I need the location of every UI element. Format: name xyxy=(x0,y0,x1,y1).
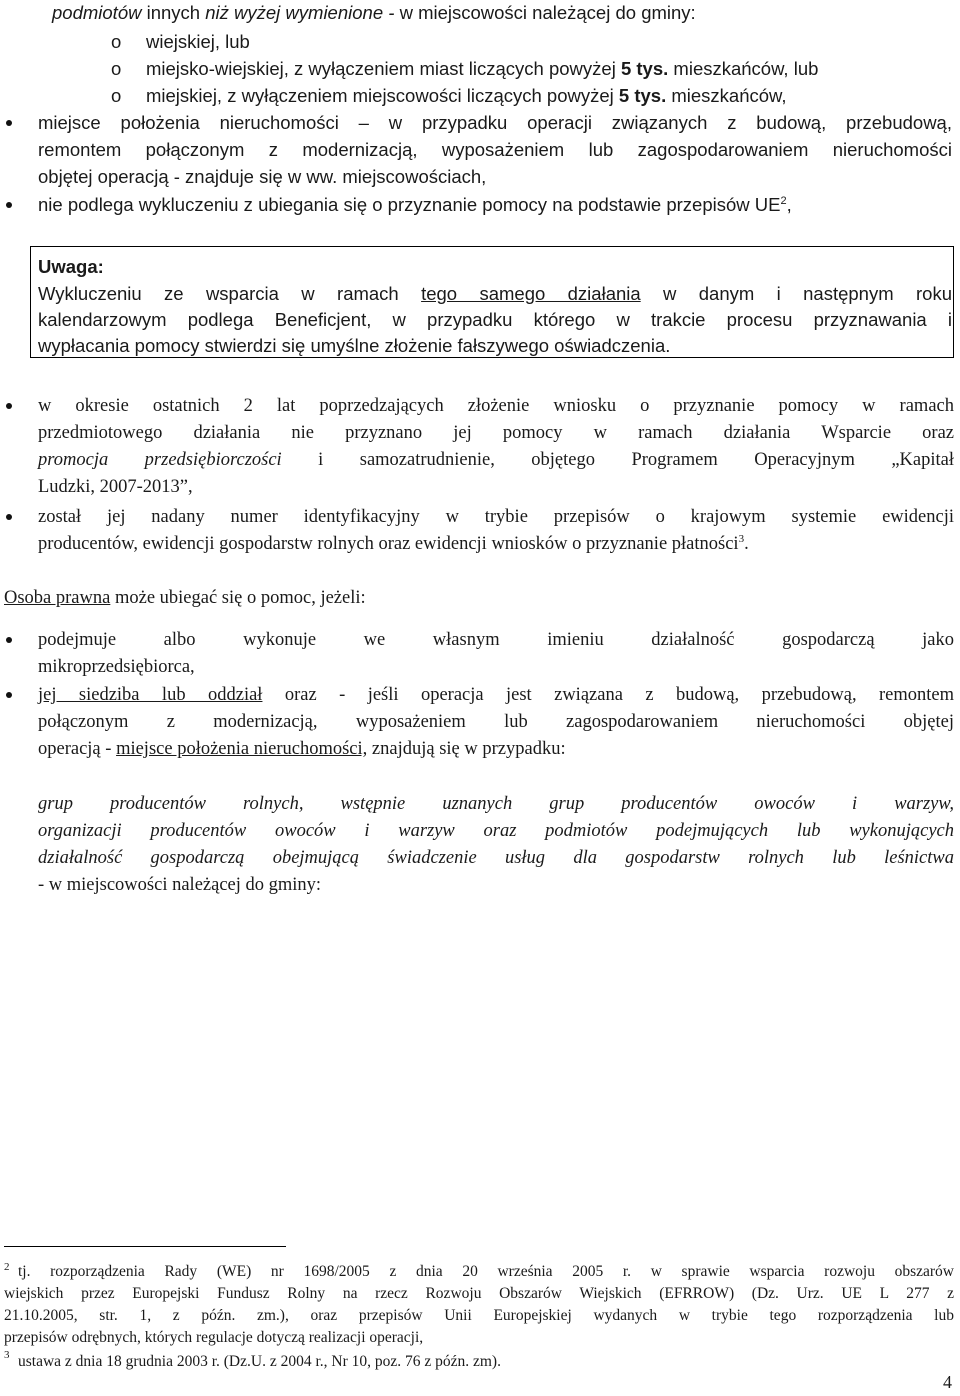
footnote-2-sup: 2 xyxy=(4,1260,10,1273)
sub-marker: o xyxy=(111,31,122,52)
uwaga-l1-underlined: tego samego działania xyxy=(421,283,641,304)
footnote-2-l1: tj. rozporządzenia Rady (WE) nr 1698/2005 z dnia 20 września 2005 r. w sprawie wsparcia rozwoju obszarów xyxy=(18,1263,954,1280)
sub-item-2-text: miejsko-wiejskiej, z wyłączeniem miast liczących powyżej xyxy=(146,58,616,79)
bullet-a-1-l1: miejsce położenia nieruchomości – w przypadku operacji związanych z budową, przebudową, xyxy=(38,112,952,133)
grup-line-1: grup producentów rolnych, wstępnie uznanych grup producentów owoców i warzyw, xyxy=(38,794,954,814)
bullet-b-2-l2-text: producentów, ewidencji gospodarstw rolnych oraz ewidencji wniosków o przyznanie płatności xyxy=(38,534,739,554)
mieszkancow-lub: mieszkańców, lub xyxy=(673,58,819,79)
period: . xyxy=(744,534,749,554)
bullet-icon xyxy=(6,120,12,126)
bullet-c-1-l2: mikroprzedsiębiorca, xyxy=(38,657,195,677)
footnote-3-mark xyxy=(4,1350,10,1370)
bold-5tys: 5 tys. xyxy=(618,85,667,106)
bullet-c-2-l2: połączonym z modernizacją, wyposażeniem lub zagospodarowaniem nieruchomości objętej xyxy=(38,712,954,732)
osoba-prawna-underlined: Osoba prawna xyxy=(4,588,111,608)
uwaga-l1-b: w danym i następnym roku xyxy=(663,283,952,304)
bullet-a-2 xyxy=(38,192,792,218)
bullet-c-2-l1-text: oraz - jeśli operacja jest związana z budową, przebudową, remontem xyxy=(284,685,955,705)
bullet-icon xyxy=(6,637,12,643)
uwaga-line-3: wypłacania pomocy stwierdzi się umyślne złożenie fałszywego oświadczenia. xyxy=(38,335,671,356)
uwaga-line-1 xyxy=(38,281,952,307)
bullet-a-1-l2: remontem połączonym z modernizacją, wyposażeniem lub zagospodarowaniem nieruchomości xyxy=(38,139,952,160)
footnote-2-l4: przepisów odrębnych, których regulacje dotyczą realizacji operacji, xyxy=(4,1329,424,1346)
intro-line xyxy=(52,0,696,26)
footnote-3-sup: 3 xyxy=(4,1348,10,1361)
bullet-icon xyxy=(6,202,12,208)
bullet-b-2-l2 xyxy=(38,531,749,557)
intro-italic: podmiotów xyxy=(52,2,142,23)
osoba-prawna-rest: może ubiegać się o pomoc, jeżeli: xyxy=(114,588,366,608)
sub-item-2 xyxy=(146,56,818,82)
sub-marker: o xyxy=(111,58,122,79)
footnote-2-l2: wiejskich przez Europejski Fundusz Rolny na rzecz Rozwoju Obszarów Wiejskich (EFRROW) (Dz. Urz. UE L 277 z xyxy=(4,1285,954,1302)
uwaga-line-2: kalendarzowym podlega Beneficjent, w przypadku którego w trakcie procesu przyznawania i xyxy=(38,309,952,330)
bullet-c-2-l3-b: znajdują się w przypadku: xyxy=(371,739,566,759)
bullet-b-1-l1: w okresie ostatnich 2 lat poprzedzających złożenie wniosku o przyznanie pomocy w ramach xyxy=(38,396,954,416)
page-number: 4 xyxy=(943,1372,952,1392)
intro-text1: innych xyxy=(146,2,201,23)
footnote-ref-3: 3 xyxy=(738,532,745,545)
grup-line-4: - w miejscowości należącej do gminy: xyxy=(38,875,322,895)
bullet-icon xyxy=(6,692,12,698)
bold-5tys: 5 tys. xyxy=(620,58,669,79)
uwaga-title: Uwaga: xyxy=(38,256,104,277)
sub-marker: o xyxy=(111,85,122,106)
bullet-icon xyxy=(6,514,12,520)
bullet-c-2-l3-a: operacją - xyxy=(38,739,112,759)
footnote-separator xyxy=(4,1246,286,1247)
footnote-2-mark xyxy=(4,1262,10,1282)
bullet-b-1-l3 xyxy=(38,447,954,473)
bullet-a-2-text: nie podlega wykluczeniu z ubiegania się o przyznanie pomocy na podstawie przepisów UE xyxy=(38,194,781,215)
bullet-b-1-l4: Ludzki, 2007-2013”, xyxy=(38,477,193,497)
comma: , xyxy=(786,194,792,215)
footnote-ref-2: 2 xyxy=(780,194,787,207)
bullet-c-2-underlined: jej siedziba lub oddział xyxy=(38,685,263,705)
bullet-b-1-italic: promocja przedsiębiorczości xyxy=(38,450,282,470)
bullet-c-2-l3-underlined: miejsce położenia nieruchomości, xyxy=(116,739,368,759)
bullet-c-2-l3 xyxy=(38,736,566,762)
footnote-2-l3: 21.10.2005, str. 1, z późn. zm.), oraz przepisów Unii Europejskiej wydanych w trybie tego rozporządzenia lub xyxy=(4,1307,954,1324)
bullet-c-2-l1 xyxy=(38,682,954,708)
sub-item-1: wiejskiej, lub xyxy=(146,31,250,52)
bullet-b-2-l1: został jej nadany numer identyfikacyjny w trybie przepisów o krajowym systemie ewidencji xyxy=(38,507,954,527)
mieszkancow: mieszkańców, xyxy=(671,85,787,106)
grup-line-2: organizacji producentów owoców i warzyw oraz podmiotów podejmujących lub wykonujących xyxy=(38,821,954,841)
bullet-a-1-l3: objętej operacją - znajduje się w ww. miejscowościach, xyxy=(38,166,487,187)
uwaga-l1-a: Wykluczeniu ze wsparcia w ramach xyxy=(38,283,399,304)
grup-line-3: działalność gospodarczą obejmującą świadczenie usług dla gospodarstw rolnych lub leśnictwa xyxy=(38,848,954,868)
footnote-3-l1: ustawa z dnia 18 grudnia 2003 r. (Dz.U. z 2004 r., Nr 10, poz. 76 z późn. zm). xyxy=(18,1353,501,1370)
intro-text2: w miejscowości należącej do gminy: xyxy=(399,2,696,23)
osoba-prawna-heading xyxy=(4,585,366,611)
sub-item-3-text: miejskiej, z wyłączeniem miejscowości liczących powyżej xyxy=(146,85,614,106)
bullet-b-1-l3-text: i samozatrudnienie, objętego Programem Operacyjnym „Kapitał xyxy=(318,450,955,470)
sub-item-3 xyxy=(146,83,787,109)
intro-italic2: niż wyżej wymienione - xyxy=(205,2,395,23)
bullet-b-1-l2: przedmiotowego działania nie przyznano jej pomocy w ramach działania Wsparcie oraz xyxy=(38,423,954,443)
bullet-c-1-l1: podejmuje albo wykonuje we własnym imieniu działalność gospodarczą jako xyxy=(38,630,954,650)
bullet-icon xyxy=(6,403,12,409)
